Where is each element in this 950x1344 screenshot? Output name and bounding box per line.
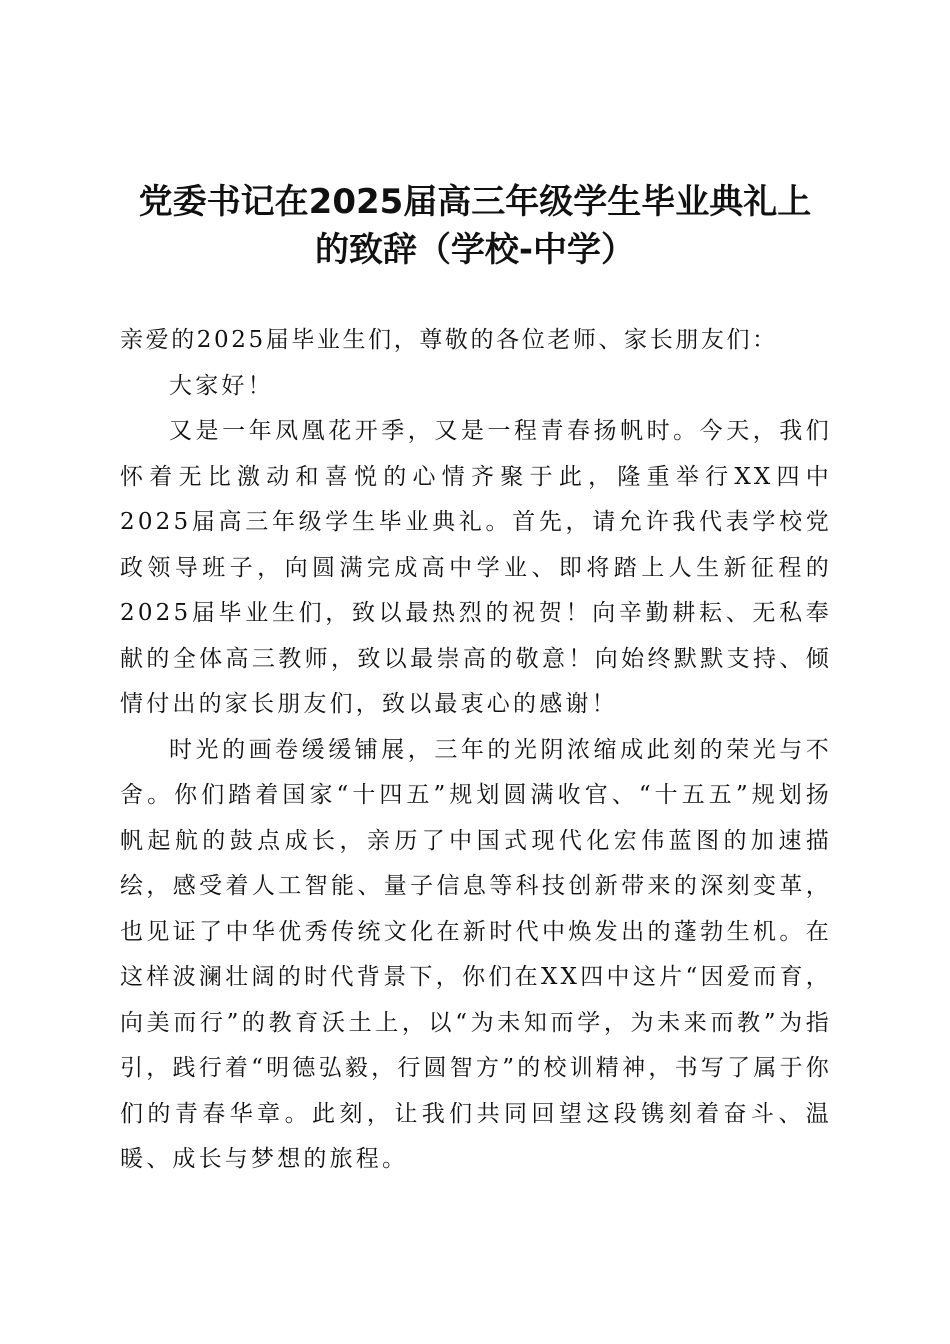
reflection-paragraph: 时光的画卷缓缓铺展，三年的光阴浓缩成此刻的荣光与不舍。你们踏着国家“十四五”规划圆满收官、“十五五”规划扬帆起航的鼓点成长，亲历了中国式现代化宏伟蓝图的加速描绘，感受着人工智能、量子信息等科技创新带来的深刻变革，也见证了中华优秀传统文化在新时代中焕发出的蓬勃生机。在这样波澜壮阔的时代背景下，你们在XX四中这片“因爱而育，向美而行”的教育沃土上，以“为未知而学，为未来而教”为指引，践行着“明德弘毅，行圆智方”的校训精神，书写了属于你们的青春华章。此刻，让我们共同回望这段镌刻着奋斗、温暖、成长与梦想的旅程。 — [120, 736, 832, 1172]
salutation: 亲爱的2025届毕业生们，尊敬的各位老师、家长朋友们： — [120, 327, 778, 353]
title-line-2: 的致辞（学校-中学） — [314, 230, 636, 270]
document-body — [120, 318, 832, 1183]
greeting-paragraph: 大家好！ — [169, 372, 274, 399]
opening-paragraph: 又是一年凤凰花开季，又是一程青春扬帆时。今天，我们怀着无比激动和喜悦的心情齐聚于此，隆重举行XX四中2025届高三年级学生毕业典礼。首先，请允许我代表学校党政领导班子，向圆满完成高中学业、即将踏上人生新征程的2025届毕业生们，致以最热烈的祝贺！向辛勤耕耘、无私奉献的全体高三教师，致以最崇高的敬意！向始终默默支持、倾情付出的家长朋友们，致以最衷心的感谢！ — [120, 418, 832, 717]
title-line-1: 党委书记在2025届高三年级学生毕业典礼上 — [138, 182, 812, 222]
document-title — [120, 178, 830, 274]
